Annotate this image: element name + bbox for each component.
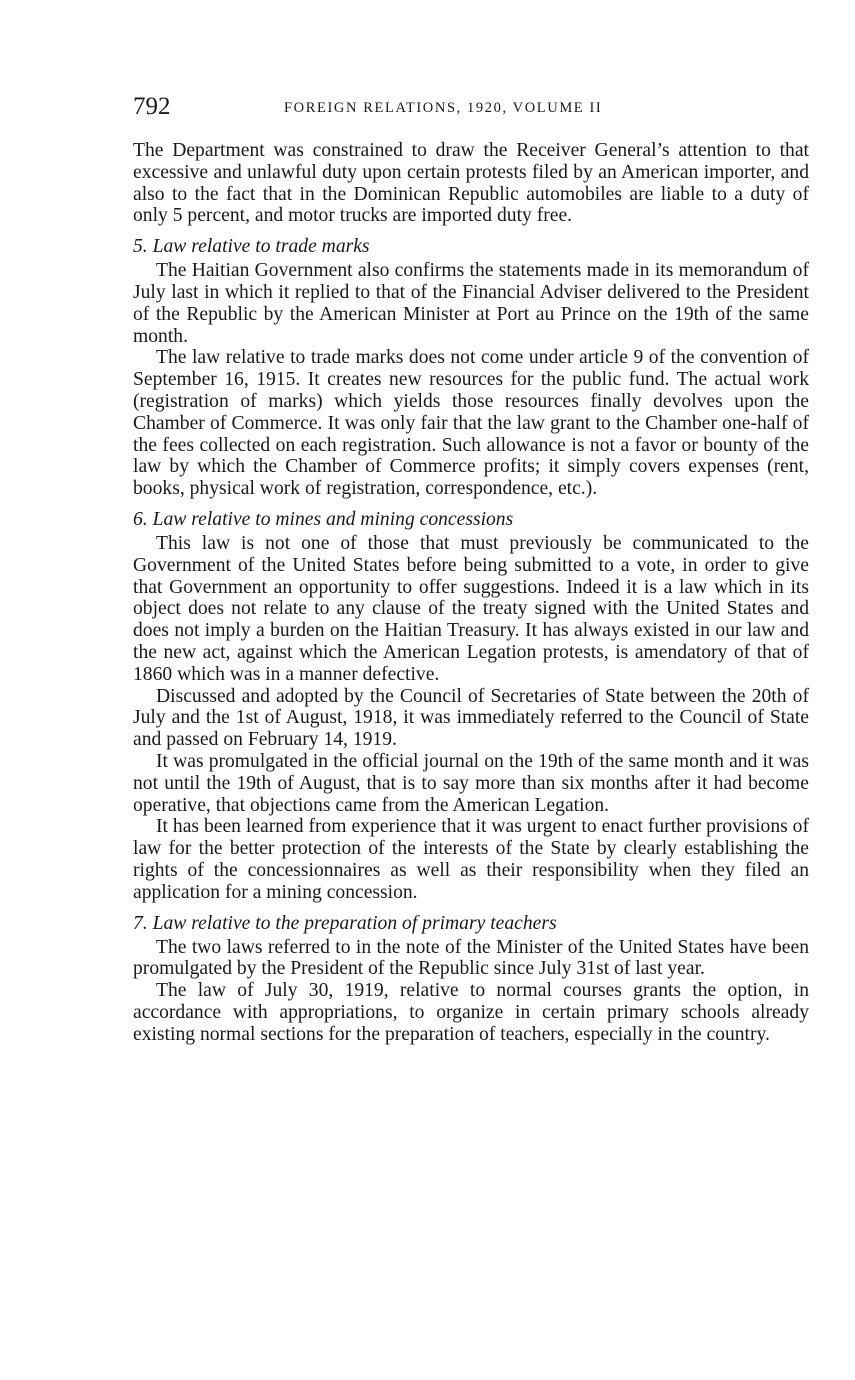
paragraph-5-2: The law relative to trade marks does not come under article 9 of the convention of September 16, 1915. It creates new resources for the public fund. The actual work (registration of marks) which yields those resources finally devolves upon the Chamber of Commerce. It was only fair that the law grant to the Chamber one-half of the fees collected on each registration. Such allowance is not a favor or bounty of the law by which the Chamber of Commerce profits; it simply covers expenses (rent, books, physical work of registration, correspondence, etc.).: [133, 347, 809, 500]
paragraph-6-2: Discussed and adopted by the Council of Secretaries of State between the 20th of July and the 1st of August, 1918, it was immediately referred to the Council of State and passed on February 14, 1919.: [133, 685, 809, 751]
section-heading-5: 5. Law relative to trade marks: [133, 236, 370, 258]
paragraph-intro: The Department was constrained to draw the Receiver General’s attention to that excessive and unlawful duty upon certain protests filed by an American importer, and also to the fact that in the Dominican Republic automobiles are liable to a duty of only 5 percent, and motor trucks are imported duty free.: [133, 140, 809, 227]
running-title: FOREIGN RELATIONS, 1920, VOLUME II: [284, 100, 603, 116]
paragraph-5-1: The Haitian Government also confirms the statements made in its memorandum of July last in which it replied to that of the Financial Adviser delivered to the President of the Republic by the American Minister at Port au Prince on the 19th of the same month.: [133, 260, 809, 347]
paragraph-7-1: The two laws referred to in the note of the Minister of the United States have been promulgated by the President of the Republic since July 31st of last year.: [133, 936, 809, 980]
body-text: [133, 140, 809, 1045]
paragraph-6-3: It was promulgated in the official journal on the 19th of the same month and it was not until the 19th of August, that is to say more than six months after it had become operative, that objections came from the American Legation.: [133, 750, 809, 816]
paragraph-6-1: This law is not one of those that must previously be communicated to the Government of the United States before being submitted to a vote, in order to give that Government an opportunity to offer suggestions. Indeed it is a law which in its object does not relate to any clause of the treaty signed with the United States and does not imply a burden on the Haitian Treasury. It has always existed in our law and the new act, against which the American Legation protests, is amendatory of that of 1860 which was in a manner defective.: [133, 532, 809, 685]
running-header: [133, 94, 809, 124]
paragraph-7-2: The law of July 30, 1919, relative to normal courses grants the option, in accordance with appropriations, to organize in certain primary schools already existing normal sections for the preparation of teachers, especially in the country.: [133, 980, 809, 1045]
page-number: 792: [133, 93, 171, 120]
section-heading-7: 7. Law relative to the preparation of primary teachers: [133, 912, 557, 934]
paragraph-6-4: It has been learned from experience that it was urgent to enact further provisions of law for the better protection of the interests of the State by clearly establishing the rights of the concessionnaires as well as their responsibility when they filed an application for a mining concession.: [133, 816, 809, 903]
section-heading-6: 6. Law relative to mines and mining concessions: [133, 508, 514, 530]
